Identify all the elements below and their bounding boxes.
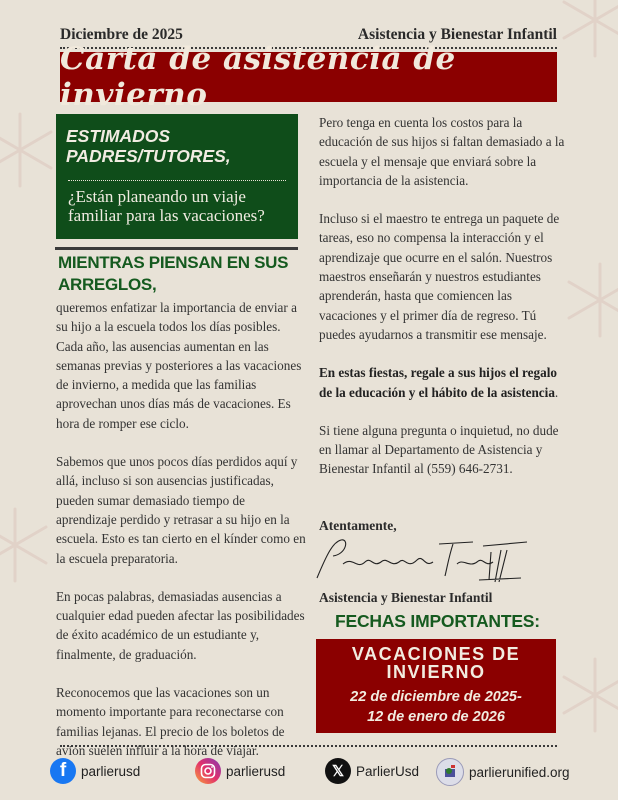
snowflake-icon: [555, 0, 618, 60]
event-dates: [316, 687, 556, 727]
event-date-end: 12 de enero de 2026: [367, 709, 505, 725]
snowflake-icon: [0, 100, 60, 200]
page-title: Carta de asistencia de invierno: [60, 41, 456, 113]
instagram-icon: [195, 758, 221, 784]
facebook-handle: parlierusd: [81, 763, 141, 779]
important-dates-box: [316, 639, 556, 733]
website-url: parlierunified.org: [469, 764, 570, 780]
divider: [68, 180, 286, 181]
paragraph: En pocas palabras, demasiadas ausencias a cualquier edad pueden afectar las posibilidades de éxito académico de un estudiante y, finalmente, de graduación.: [56, 588, 305, 662]
paragraph: Incluso si el maestro te entrega un paquete de tareas, eso no compensa la interacción y el aprendizaje que ocurre en el salón. Nuestros maestros enseñarán y nuestros estudiantes aprenderán, hasta que comiencen las vacaciones y el primer día de regreso. Tú puedes ayudarnos a transmitir ese mensaje.: [319, 211, 560, 342]
intro-question: ¿Están planeando un viaje familiar para las vacaciones?: [68, 187, 265, 225]
website-link[interactable]: [436, 758, 570, 786]
contact-paragraph: Si tiene alguna pregunta o inquietud, no dude en llamar al Departamento de Asistencia y Bienestar Infantil al (559) 646-2731.: [319, 422, 559, 477]
issue-date: Diciembre de 2025: [60, 26, 183, 43]
right-column: [319, 113, 569, 498]
facebook-icon: f: [50, 758, 76, 784]
event-title: VACACIONES DE INVIERNO: [351, 644, 521, 682]
salutation: ESTIMADOS PADRES/TUTORES,: [66, 126, 231, 166]
paragraph: Reconocemos que las vacaciones son un momento importante para reconectarse con familias lejanas. El precio de los boletos de avión suelen influir a la hora de viajar.: [56, 685, 285, 758]
x-handle: ParlierUsd: [356, 763, 420, 779]
district-logo-icon: [436, 758, 464, 786]
bold-paragraph: [319, 363, 569, 402]
title-banner: [60, 41, 557, 113]
event-date-start: 22 de diciembre de 2025-: [350, 689, 522, 705]
signature-image: [313, 534, 528, 584]
intro-box: [56, 114, 298, 239]
divider: [55, 247, 298, 250]
facebook-link[interactable]: [50, 758, 140, 784]
snowflake-icon: [555, 650, 618, 740]
left-column: [56, 298, 306, 779]
paragraph: queremos enfatizar la importancia de enviar a su hijo a la escuela todos los días posibles. Cada año, las ausencias aumentan en las semanas previas y posteriores a las vacaciones de invierno, a medida que las familias aprovechan unos días más de vacaciones. Es hora de romper ese ciclo.: [56, 300, 302, 431]
paragraph: Sabemos que unos pocos días perdidos aquí y allá, incluso si son ausencias justificadas, pueden sumar demasiado tiempo de aprendizaje perdido y retrasar a su hijo en la escuela. Esto es tan cierto en el kínder como en la escuela preparatoria.: [56, 454, 306, 566]
x-icon: 𝕏: [325, 758, 351, 784]
instagram-link[interactable]: [195, 758, 285, 784]
punctuation: .: [554, 384, 559, 400]
snowflake-icon: [0, 505, 55, 585]
instagram-handle: parlierusd: [226, 763, 286, 779]
x-link[interactable]: [325, 758, 419, 784]
department-name: Asistencia y Bienestar Infantil: [357, 26, 557, 43]
signature-department: Asistencia y Bienestar Infantil: [319, 590, 493, 605]
closing: Atentamente,: [319, 518, 397, 533]
subheading: MIENTRAS PIENSAN EN SUS ARREGLOS,: [58, 253, 289, 294]
important-dates-heading: FECHAS IMPORTANTES:: [335, 611, 540, 631]
paragraph: Pero tenga en cuenta los costos para la educación de sus hijos si faltan demasiado a la escuela y el mensaje que enviará sobre la importancia de la asistencia.: [319, 115, 565, 188]
footer-divider: [60, 745, 557, 747]
bold-text: En estas fiestas, regale a sus hijos el regalo de la educación y el hábito de la asistencia: [319, 365, 557, 400]
